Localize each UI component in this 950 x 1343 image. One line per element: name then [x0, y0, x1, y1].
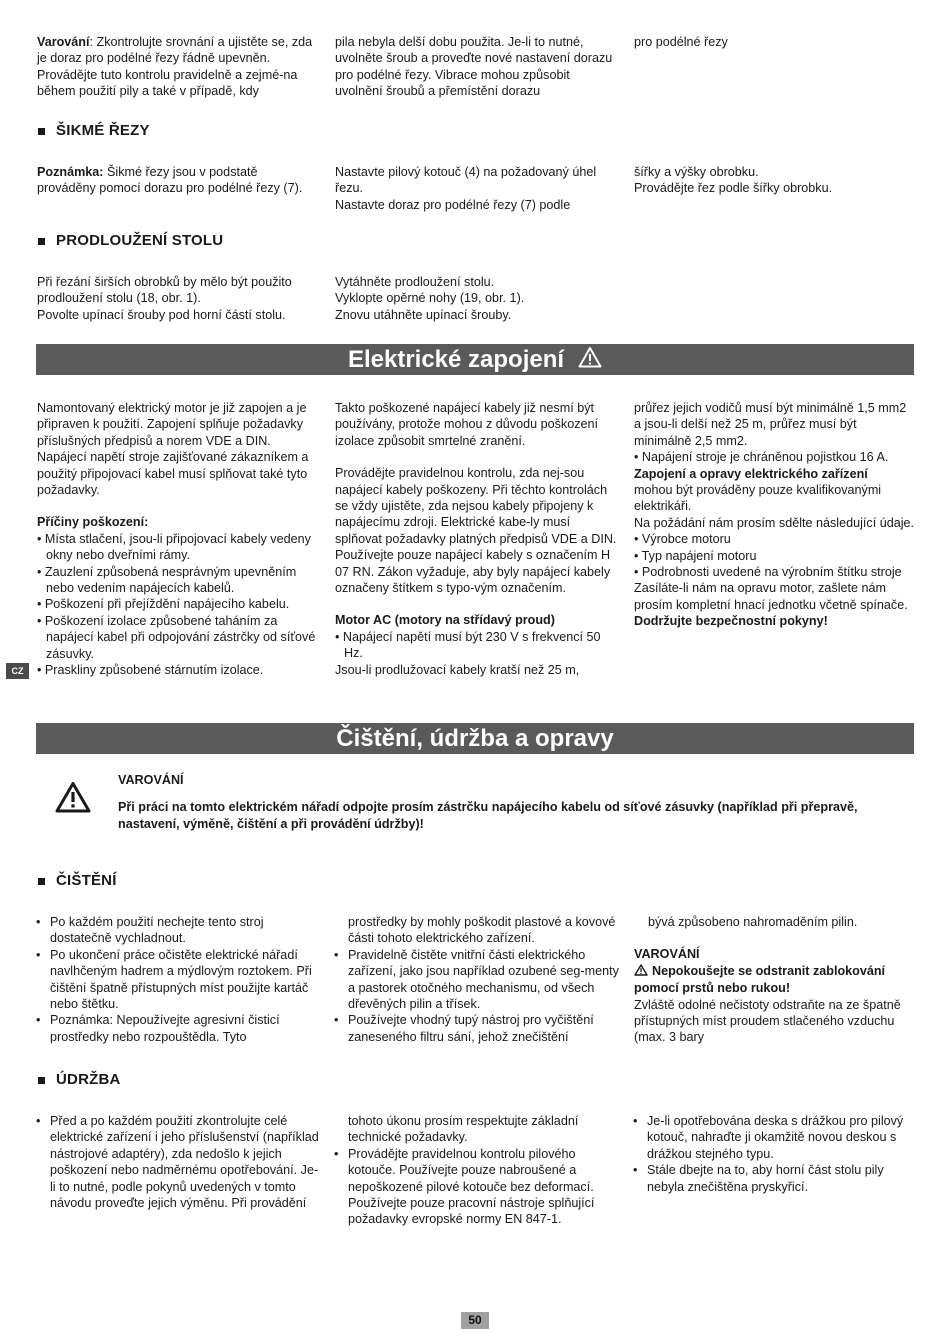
extension-text: Při řezání širších obrobků by mělo být použito prodloužení stolu (18, obr. 1).: [37, 275, 292, 306]
list-item: • Po každém použití nechejte tento stroj dostatečně vychladnout.: [36, 914, 320, 947]
motor-info-list: [634, 531, 916, 580]
intro-text: : Zkontrolujte srovnání a ujistěte se, zda je doraz pro podélné řezy řádně upevněn. Provádějte tuto kontrolu pravidelně a zejmé-na během použití pily a také v případě, kdy: [37, 35, 313, 99]
extension-col-1: [37, 274, 319, 323]
cleaning-warning: [118, 772, 918, 832]
extension-text: Znovu utáhněte upínací šrouby.: [335, 307, 512, 322]
warning-text: Při práci na tomto elektrickém nářadí odpojte prosím zástrčku napájecího kabelu od síťové zásuvky (například při přepravě, nastavení, výměně, čištění a při provádění údržby)!: [118, 800, 858, 831]
intro-col-2: [335, 34, 617, 100]
list-item: • Zauzlení způsobená nesprávným upevněním nebo vedením napájecích kabelů.: [37, 564, 297, 596]
intro-text-3: pro podélné řezy: [634, 35, 728, 49]
cleaning-col-2: [334, 914, 619, 1045]
square-bullet-icon: [38, 238, 45, 245]
electrical-text: Jsou-li prodlužovací kabely kratší než 25 m,: [335, 662, 580, 677]
electrical-col-3: [634, 400, 916, 630]
list-item: • Typ napájení motoru: [634, 548, 757, 563]
electrical-text: Provádějte pravidelnou kontrolu, zda nej-sou napájecí kabely poškozeny. Při těchto kontrolách se vždy ujistěte, zda nejsou kabely připojeny k napájecímu zdroji. Elektrické kabe-ly musí splňovat požadavky platných předpisů VDE a DIN. Používejte pouze napájecí kabely s označením H 07 RN. Zákon vyžaduje, aby byly napájecí kabely označeny štítkem s typo-vým označením.: [335, 466, 617, 596]
cleaning-text: Zvláště odolné nečistoty odstraňte na ze špatně přístupných míst proudem stlačeného vzduchu (max. 3 bary: [634, 997, 901, 1045]
intro-text-2: pila nebyla delší dobu použita. Je-li to nutné, uvolněte šroub a proveďte nové nastavení dorazu pro podélné řezy. Vibrace mohou způsobit uvolnění šroubů a přemístění dorazu: [335, 35, 613, 99]
list-item: • Podrobnosti uvedené na výrobním štítku stroje: [634, 565, 902, 580]
note-text: Šikmé řezy jsou v podstatě prováděny pomocí dorazu pro podélné řezy (7).: [37, 165, 303, 196]
list-item: • Poškození při přejíždění napájecího kabelu.: [37, 597, 290, 612]
bevel-text: Nastavte pilový kotouč (4) na požadovaný úhel řezu.: [335, 165, 597, 196]
damage-causes-heading: Příčiny poškození:: [37, 515, 149, 530]
bevel-text: Nastavte doraz pro podélné řezy (7) podle: [335, 197, 571, 212]
maintenance-text: tohoto úkonu prosím respektujte základní technické požadavky.: [348, 1114, 579, 1145]
cleaning-section-bar: [36, 723, 914, 754]
electrical-section-bar: [36, 344, 914, 375]
electrical-col-1: [37, 400, 319, 679]
electrical-text: Namontovaný elektrický motor je již zapojen a je připraven k použití. Zapojení splňuje požadavky příslušných předpisů a norem VDE a DIN.: [37, 401, 307, 448]
bevel-text: Provádějte řez podle šířky obrobku.: [634, 181, 833, 196]
note-label: Poznámka:: [37, 165, 104, 179]
list-item: • Napájení stroje je chráněnou pojistkou 16 A.: [634, 450, 889, 465]
page-number: 50: [461, 1312, 489, 1329]
list-item: • Poznámka: Nepoužívejte agresivní čisticí prostředky nebo rozpouštědla. Tyto: [36, 1012, 320, 1045]
extension-text: Povolte upínací šrouby pod horní částí stolu.: [37, 307, 286, 322]
ac-motor-heading: Motor AC (motory na střídavý proud): [335, 613, 555, 628]
electrical-text: Na požádání nám prosím sdělte následující údaje.: [634, 515, 915, 530]
maintenance-heading: ÚDRŽBA: [37, 1072, 121, 1088]
list-item: • Napájecí napětí musí být 230 V s frekvencí 50 Hz.: [335, 629, 601, 661]
warning-heading: VAROVÁNÍ: [634, 947, 700, 962]
maintenance-col-1: [36, 1113, 320, 1211]
warning-triangle-icon: [578, 345, 602, 376]
list-item: • Před a po každém použití zkontrolujte celé elektrické zařízení i jeho příslušenství (například nástrojové adaptéry), zda nedošlo k jejich poškození nebo nadměrnému opotřebování. Je-li to nutné, podle pokynů uvedených v tomto návodu proveďte jejich výměnu. Při provádění: [36, 1113, 320, 1211]
bevel-cuts-heading: ŠIKMÉ ŘEZY: [37, 123, 150, 139]
maintenance-col-2: [334, 1113, 619, 1228]
square-bullet-icon: [38, 1077, 45, 1084]
list-item: • Praskliny způsobené stárnutím izolace.: [37, 663, 264, 678]
list-item: • Provádějte pravidelnou kontrolu pilového kotouče. Používejte pouze nabroušené a nepoškozené pilové kotouče bez deformací. Používejte pouze pracovní nástroje splňující požadavky evropské normy EN 847-1.: [334, 1146, 619, 1228]
extension-text: Vytáhněte prodloužení stolu.: [335, 275, 495, 289]
electrical-text: Takto poškozené napájecí kabely již nesmí být používány, protože mohou z důvodu poškození izolace způsobit smrtelné zranění.: [335, 401, 599, 448]
list-item: • Poškození izolace způsobené taháním za napájecí kabel při odpojování zástrčky od síťové zásuvky.: [37, 613, 316, 661]
bevel-col-2: [335, 164, 617, 213]
cleaning-heading: ČIŠTĚNÍ: [37, 873, 117, 889]
electrical-col-2: [335, 400, 617, 678]
intro-col-1: [37, 34, 319, 100]
warning-heading: VAROVÁNÍ: [118, 773, 184, 787]
electrical-text: Zasíláte-li nám na opravu motor, zašlete nám prosím kompletní hnací jednotku včetně spínače.: [634, 581, 908, 612]
electrical-text: mohou být prováděny pouze kvalifikovanými elektrikáři.: [634, 483, 882, 514]
list-item: • Je-li opotřebována deska s drážkou pro pilový kotouč, nahraďte ji okamžitě novou deskou s drážkou stejného typu.: [633, 1113, 918, 1162]
list-item: • Stále dbejte na to, aby horní část stolu pily nebyla znečištěna pryskyřicí.: [633, 1162, 918, 1195]
cleaning-col-1: [36, 914, 320, 1045]
electrical-text: průřez jejich vodičů musí být minimálně 1,5 mm2 a jsou-li delší než 25 m, průřez musí být minimálně 2,5 mm2.: [634, 401, 907, 448]
list-item: • Výrobce motoru: [634, 532, 731, 547]
list-item: • Po ukončení práce očistěte elektrické nářadí navlhčeným hadrem a mýdlovým roztokem. Při čištění špatně přístupných míst použijte kartáč nebo štětku.: [36, 947, 320, 1013]
warning-bold-text: Nepokoušejte se odstranit zablokování pomocí prstů nebo rukou!: [634, 963, 886, 996]
warning-triangle-icon: [634, 964, 648, 980]
language-tab: CZ: [6, 663, 29, 679]
warning-triangle-icon: [55, 781, 91, 817]
intro-col-3: [634, 34, 916, 50]
extension-text: Vyklopte opěrné nohy (19, obr. 1).: [335, 291, 525, 306]
list-item: • Používejte vhodný tupý nástroj pro vyčištění zaneseného filtru sání, jehož znečištění: [334, 1012, 619, 1045]
electrical-text: Napájecí napětí stroje zajišťované zákazníkem a použitý připojovací kabel musí splňovat také tyto požadavky.: [37, 450, 309, 498]
repairs-heading: Zapojení a opravy elektrického zařízení: [634, 466, 868, 481]
square-bullet-icon: [38, 128, 45, 135]
cleaning-text: bývá způsobeno nahromaděním pilin.: [648, 915, 858, 929]
list-item: • Pravidelně čistěte vnitřní části elektrického zařízení, jako jsou například ozubené seg-menty a pastorek otočného mechanismu, od všech dřevěných pilin a třísek.: [334, 947, 619, 1013]
maintenance-col-3: [633, 1113, 918, 1195]
warning-label: Varování: [37, 35, 90, 49]
electrical-title: Elektrické zapojení: [347, 346, 565, 373]
cleaning-text: prostředky by mohly poškodit plastové a kovové části tohoto elektrického zařízení.: [348, 915, 616, 946]
damage-causes-list: [37, 531, 319, 679]
safety-reminder: Dodržujte bezpečnostní pokyny!: [634, 614, 828, 629]
bevel-col-1: [37, 164, 319, 197]
square-bullet-icon: [38, 878, 45, 885]
cleaning-title: Čištění, údržba a opravy: [336, 725, 614, 752]
table-extension-heading: PRODLOUŽENÍ STOLU: [37, 233, 223, 249]
list-item: • Místa stlačení, jsou-li připojovací kabely vedeny okny nebo dveřními rámy.: [37, 531, 311, 563]
bevel-text: šířky a výšky obrobku.: [634, 165, 759, 179]
cleaning-col-3: [634, 914, 924, 1046]
bevel-col-3: [634, 164, 916, 197]
extension-col-2: [335, 274, 617, 323]
